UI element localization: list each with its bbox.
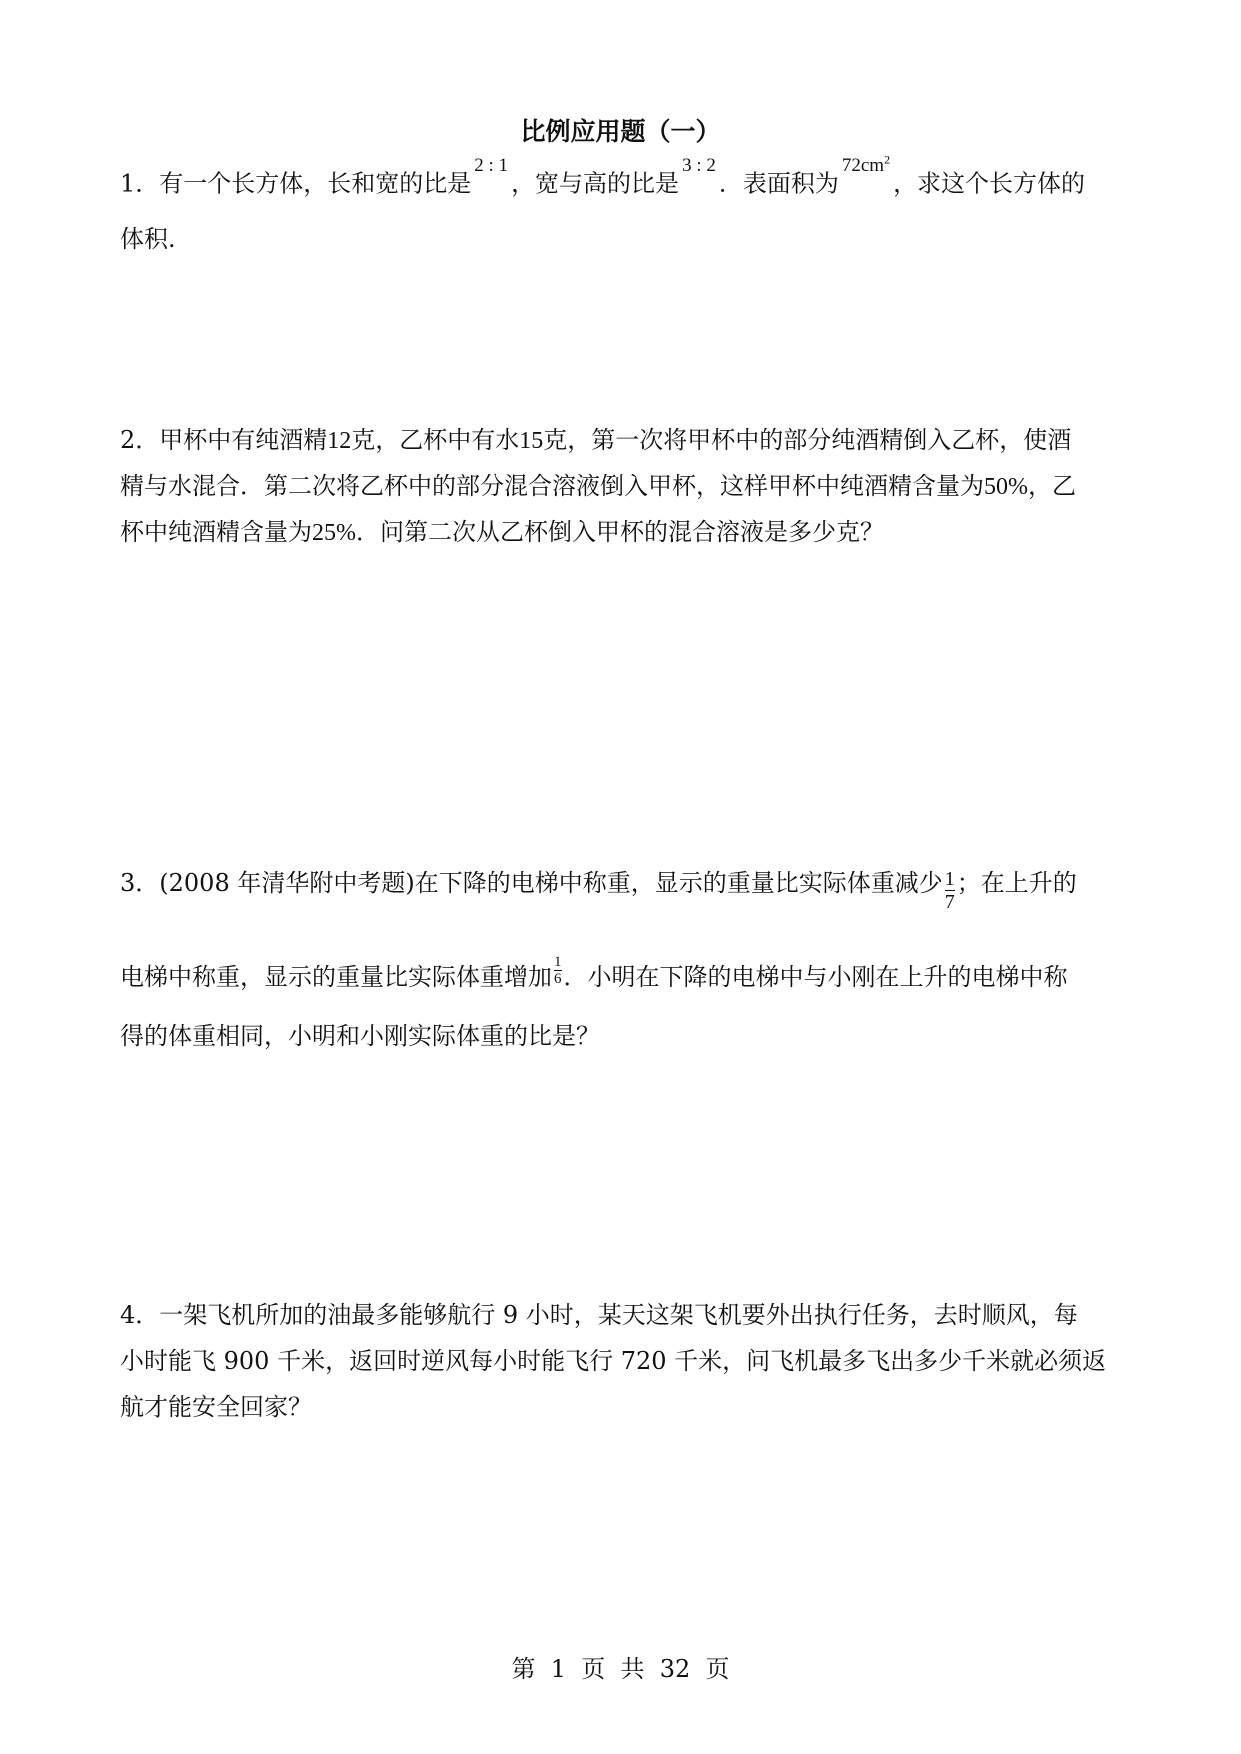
q3-fraction-2-denominator: 6 <box>554 971 562 987</box>
question-2-line-3 <box>120 517 884 548</box>
q1-ratio-1: 2 : 1 <box>474 155 509 177</box>
q1-text-4: ，求这个长方体的 <box>893 169 1086 198</box>
q2-text-6: 杯中纯酒精含量为 <box>120 518 312 546</box>
q2-text-5: ，乙 <box>1028 472 1076 500</box>
q1-text-2: ，宽与高的比是 <box>511 169 680 198</box>
question-3-line-3 <box>120 1021 600 1051</box>
q2-text-7: ．问第二次从乙杯倒入甲杯的混合溶液是多少克？ <box>356 518 884 546</box>
question-4-line-3 <box>120 1392 312 1422</box>
q3-text-2: ；在上升的 <box>956 869 1077 897</box>
q1-text-1: 1．有一个长方体，长和宽的比是 <box>120 169 472 198</box>
q2-text-1: 2．甲杯中有纯酒精 <box>120 426 328 454</box>
page-footer: 第 1 页 共 32 页 <box>511 1655 730 1683</box>
q4-text-1: 4．一架飞机所加的油最多能够航行 9 小时，某天这架飞机要外出执行任务，去时顺风，每 <box>120 1301 1078 1329</box>
q2-text-2: 克，乙杯中有水 <box>351 426 520 454</box>
q2-percent-b: 25% <box>312 520 356 546</box>
q2-text-4: 精与水混合．第二次将乙杯中的部分混合溶液倒入甲杯，这样甲杯中纯酒精含量为 <box>120 472 984 500</box>
question-1-line-2 <box>120 224 176 254</box>
page-title: 比例应用题（一） <box>520 117 721 146</box>
question-4-line-1 <box>120 1300 1078 1330</box>
q1-text-5: 体积. <box>120 225 176 253</box>
question-2-line-2 <box>120 471 1076 502</box>
question-1-line-1 <box>120 153 1086 201</box>
q2-percent-a: 50% <box>984 474 1028 500</box>
q3-text-5: 得的体重相同，小明和小刚实际体重的比是？ <box>120 1022 600 1050</box>
question-3-line-2 <box>120 954 1068 995</box>
question-3-line-1 <box>120 862 1077 913</box>
q3-text-1: 3．(2008 年清华附中考题)在下降的电梯中称重，显示的重量比实际体重减少 <box>120 869 943 897</box>
q3-text-4: ．小明在下降的电梯中与小刚在上升的电梯中称 <box>563 963 1068 991</box>
q2-text-3: 克，第一次将甲杯中的部分纯酒精倒入乙杯，使酒 <box>543 426 1072 454</box>
q1-area <box>842 155 890 176</box>
question-4-line-2 <box>120 1346 1106 1376</box>
q3-fraction-increase <box>554 954 562 987</box>
q1-text-3: ．表面积为 <box>718 169 839 198</box>
q1-area-value: 72cm <box>841 155 885 177</box>
q3-fraction-1-numerator: 1 <box>944 868 955 890</box>
q3-fraction-1-denominator: 7 <box>944 891 955 913</box>
q1-ratio-2: 3 : 2 <box>682 155 716 177</box>
q2-water-amount: 15 <box>519 428 544 454</box>
question-2-line-1 <box>120 425 1071 456</box>
q2-alcohol-amount: 12 <box>327 428 352 454</box>
q1-area-exponent: 2 <box>884 153 891 167</box>
q3-fraction-2-numerator: 1 <box>554 954 562 970</box>
q3-text-3: 电梯中称重，显示的重量比实际体重增加 <box>120 963 552 991</box>
q4-text-2: 小时能飞 900 千米，返回时逆风每小时能飞行 720 千米，问飞机最多飞出多少千米就必须返 <box>120 1347 1107 1375</box>
q4-text-3: 航才能安全回家？ <box>120 1393 312 1421</box>
q3-fraction-decrease <box>945 868 955 913</box>
